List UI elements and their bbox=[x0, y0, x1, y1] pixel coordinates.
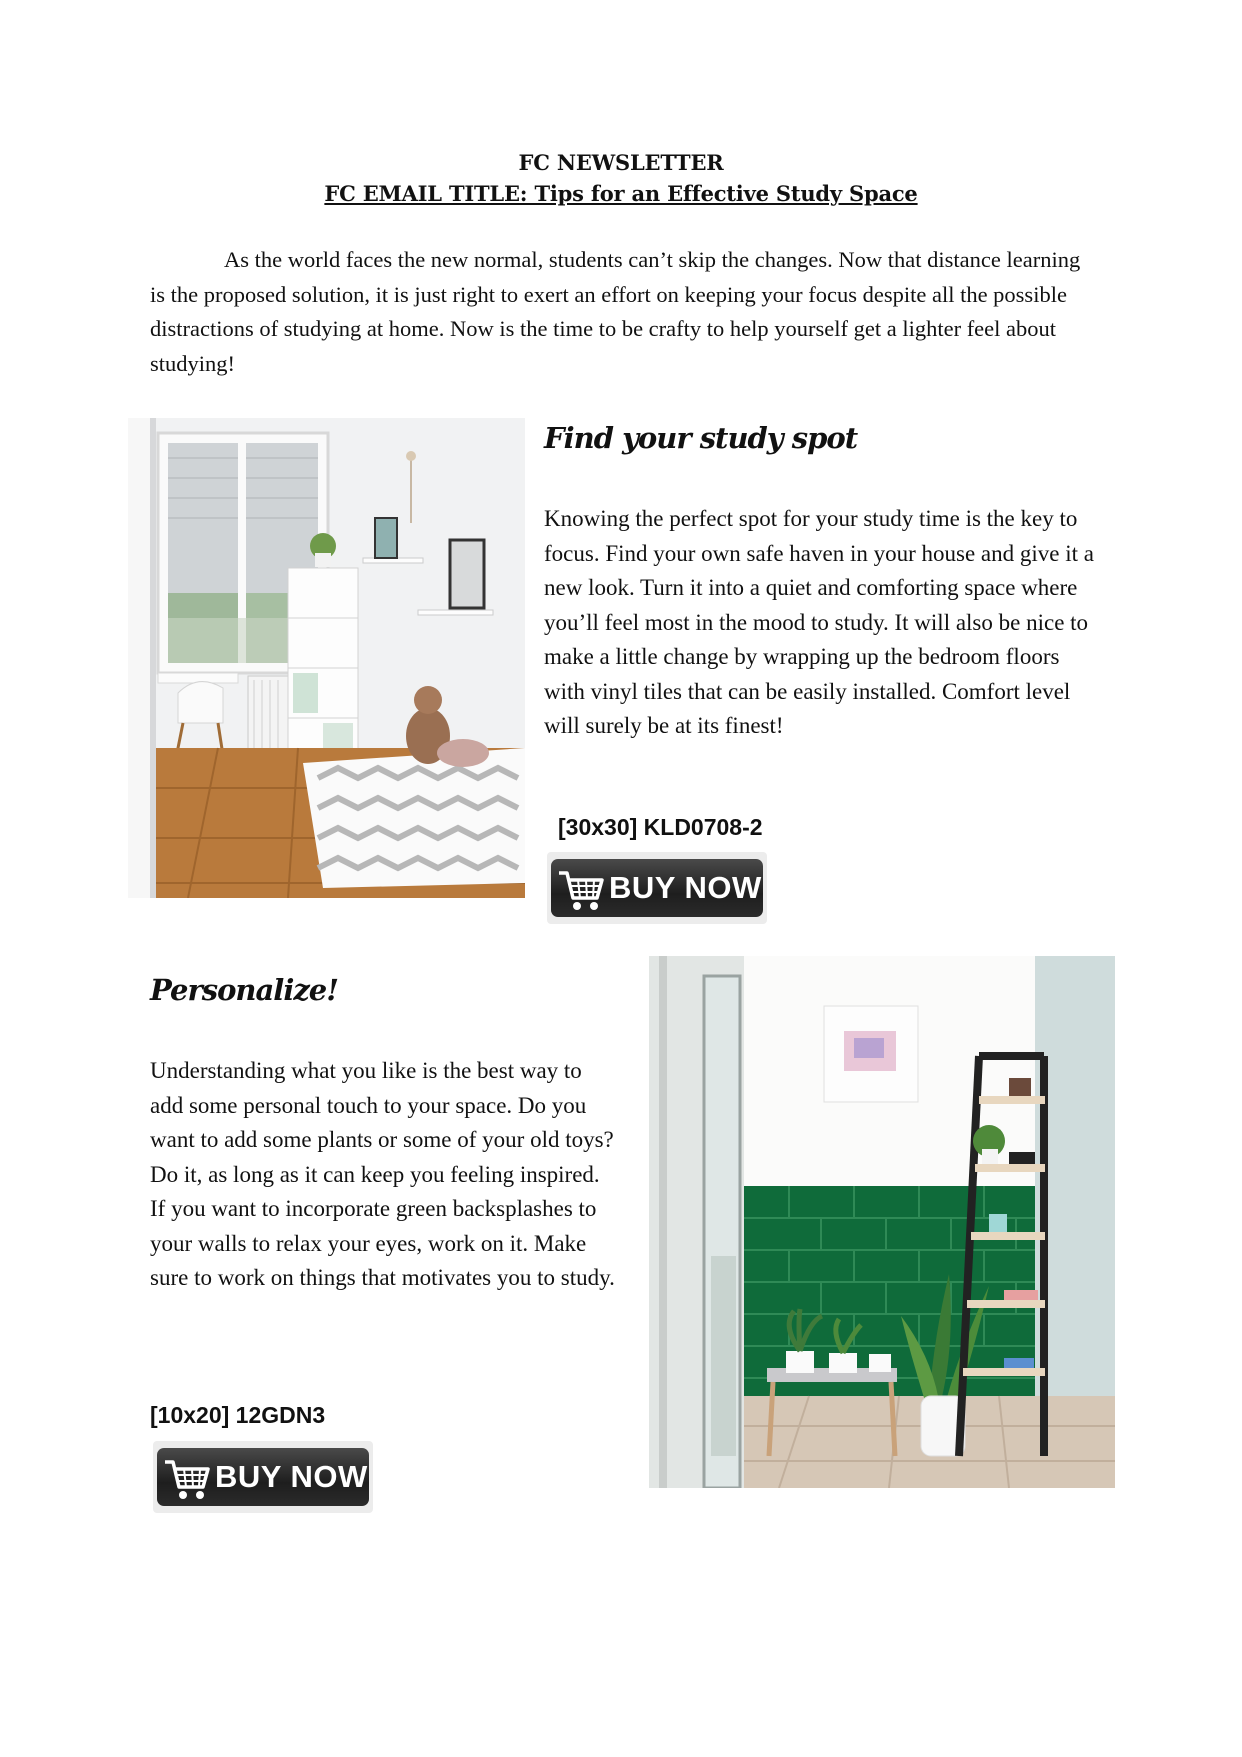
section1-body: Knowing the perfect spot for your study time is the key to focus. Find your own safe haven in your house and give it a new look. Turn it into a quiet and comforting space where you’ll feel most in the mood to study. It will also be nice to make a little change by wrapping up the bedroom floors with vinyl tiles that can be easily installed. Comfort level will surely be at its finest! bbox=[544, 506, 1094, 738]
buy-button-face bbox=[157, 1448, 369, 1506]
section2-product-code: [10x20] 12GDN3 bbox=[150, 1402, 326, 1428]
green-tile-room-photo bbox=[649, 956, 1115, 1488]
intro-text: As the world faces the new normal, students can’t skip the changes. Now that distance learning is the proposed solution, it is just right to exert an effort on keeping your focus despite all the possible distractions of studying at home. Now is the time to be crafty to help yourself get a lighter feel about studying! bbox=[150, 247, 1081, 376]
buy-button-face bbox=[551, 859, 763, 917]
newsletter-header: FC NEWSLETTER bbox=[518, 150, 724, 175]
section1-buy-now-button[interactable] bbox=[547, 852, 767, 924]
buy-now-label: BUY NOW bbox=[215, 1459, 368, 1494]
section2-buy-now-button[interactable] bbox=[153, 1441, 373, 1513]
section1-heading: Find your study spot bbox=[544, 421, 858, 455]
section1-product-code: [30x30] KLD0708-2 bbox=[558, 814, 763, 840]
shopping-cart-icon bbox=[163, 1457, 211, 1501]
section2-heading: Personalize! bbox=[150, 973, 338, 1007]
intro-paragraph bbox=[150, 243, 1090, 381]
buy-now-label: BUY NOW bbox=[609, 870, 762, 905]
section2-body: Understanding what you like is the best way to add some personal touch to your space. Do you want to add some plants or some of your old toys? Do it, as long as it can keep you feeling inspired. If you want to incorporate green backsplashes to your walls to relax your eyes, work on it. Make sure to work on things that motivates you to study. bbox=[150, 1058, 615, 1290]
bedroom-study-photo bbox=[128, 418, 525, 898]
email-title: FC EMAIL TITLE: Tips for an Effective Study Space bbox=[324, 181, 918, 206]
shopping-cart-icon bbox=[557, 868, 605, 912]
